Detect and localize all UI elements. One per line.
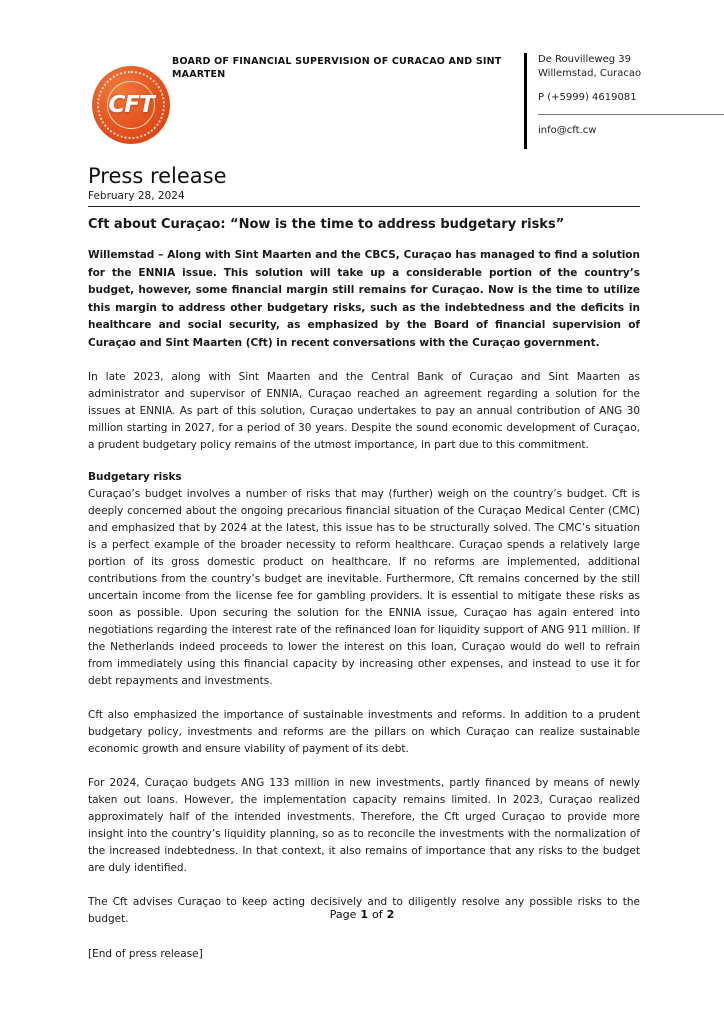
contact-divider bbox=[538, 114, 724, 115]
section-heading-budgetary-risks: Budgetary risks bbox=[88, 471, 182, 483]
end-note: [End of press release] bbox=[88, 948, 203, 960]
cft-logo-icon bbox=[92, 66, 170, 144]
current-page-number: 1 bbox=[360, 908, 369, 921]
contact-block bbox=[524, 53, 724, 149]
cft-logo-text: CFT bbox=[108, 92, 154, 118]
page-footer bbox=[0, 908, 724, 921]
letterhead bbox=[0, 0, 724, 164]
total-pages-number: 2 bbox=[386, 908, 395, 921]
document-type-label: Press release bbox=[88, 164, 227, 188]
lead-paragraph: Willemstad – Along with Sint Maarten and the CBCS, Curaçao has managed to find a solution for the ENNIA issue. This solution will take up a considerable portion of the country’s budget, however, some financial margin still remains for Curaçao. Now is the time to utilize this margin to address other budgetary risks, such as the indebtedness and the deficits in healthcare and social security, as emphasized by the Board of financial supervision of Curaçao and Sint Maarten (Cft) in recent conversations with the Curaçao government. bbox=[88, 249, 640, 349]
title-divider bbox=[88, 206, 640, 207]
paragraph-advice: The Cft advises Curaçao to keep acting decisively and to diligently resolve any possible risks to the budget. bbox=[88, 896, 640, 925]
email-address: info@cft.cw bbox=[538, 125, 597, 136]
intro-paragraph: In late 2023, along with Sint Maarten and the Central Bank of Curaçao and Sint Maarten as administrator and supervisor of ENNIA, Curaçao reached an agreement regarding a solution for the issues at ENNIA. As part of this solution, Curaçao undertakes to pay an annual contribution of ANG 30 million starting in 2027, for a period of 30 years. Despite the sound economic development of Curaçao, a prudent budgetary policy remains of the utmost importance, in part due to this commitment. bbox=[88, 371, 640, 451]
paragraph-sustainable-investments: Cft also emphasized the importance of sustainable investments and reforms. In addition to a prudent budgetary policy, investments and reforms are the pillars on which Curaçao can realize sustainable economic growth and ensure viability of payment of its debt. bbox=[88, 709, 640, 755]
address-line-2: Willemstad, Curacao bbox=[538, 68, 642, 79]
document-content bbox=[88, 164, 640, 963]
page-label: Page bbox=[329, 908, 357, 921]
of-label: of bbox=[372, 908, 383, 921]
organization-name: BOARD OF FINANCIAL SUPERVISION OF CURACAO AND SINT MAARTEN bbox=[172, 56, 502, 80]
address-line-1: De Rouvilleweg 39 bbox=[538, 54, 631, 65]
paragraph-2024-investments: For 2024, Curaçao budgets ANG 133 million in new investments, partly financed by means of newly taken out loans. However, the implementation capacity remains limited. In 2023, Curaçao realized approximately half of the intended investments. Therefore, the Cft urged Curaçao to provide more insight into the country’s liquidity planning, so as to reconcile the investments with the normalization of the increased indebtedness. In that context, it also remains of importance that any risks to the budget are duly identified. bbox=[88, 777, 640, 874]
phone-number: P (+5999) 4619081 bbox=[538, 92, 637, 103]
document-date: February 28, 2024 bbox=[88, 190, 185, 202]
headline: Cft about Curaçao: “Now is the time to address budgetary risks” bbox=[88, 217, 565, 232]
paragraph-budgetary-risks: Curaçao’s budget involves a number of risks that may (further) weigh on the country’s budget. Cft is deeply concerned about the ongoing precarious financial situation of the Curaçao Medical Center (CMC) and emphasized that by 2024 at the latest, this issue has to be structurally solved. The CMC’s situation is a perfect example of the broader necessity to reform healthcare. Curaçao spends a relatively large portion of its gross domestic product on healthcare. If no reforms are implemented, additional contributions from the country’s budget are inevitable. Furthermore, Cft remains concerned by the still uncertain income from the license fee for gambling providers. It is essential to mitigate these risks as soon as possible. Upon securing the solution for the ENNIA issue, Curaçao has again entered into negotiations regarding the interest rate of the refinanced loan for liquidity support of ANG 911 million. If the Netherlands indeed proceeds to lower the interest on this loan, Curaçao would do well to refrain from immediately using this financial capacity by increasing other expenses, and instead to use it for debt repayments and investments. bbox=[88, 488, 640, 687]
